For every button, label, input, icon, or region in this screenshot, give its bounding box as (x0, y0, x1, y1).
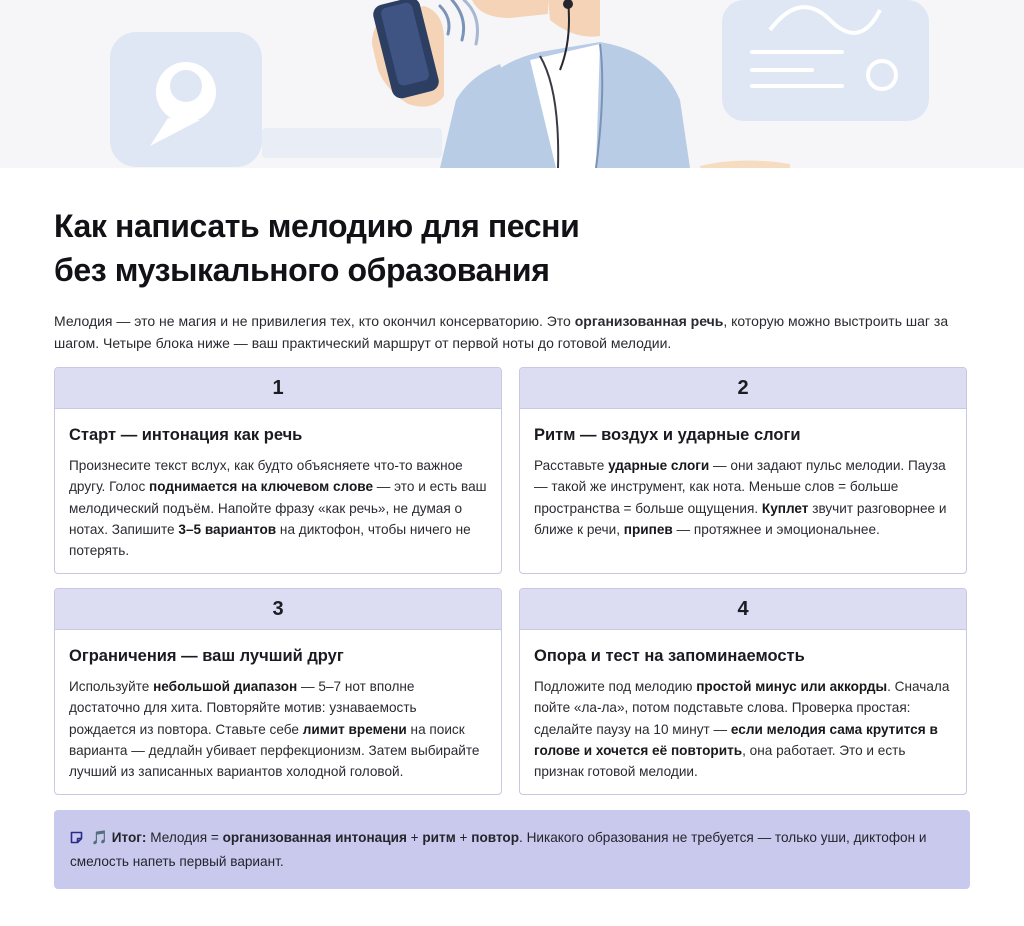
step-card-2 (519, 367, 967, 574)
intro-bold: организованная речь (574, 313, 724, 329)
card-title: Ограничения — ваш лучший друг (69, 647, 344, 665)
intro-paragraph (54, 310, 974, 354)
card-body: Используйте небольшой диапазон — 5–7 нот вполне достаточно для хита. Повторяйте мотив: узнаваемость рождается из повтора. Ставьте себе лимит времени на поиск варианта — дедлайн убивает перфекционизм. Затем выбирайте лучший из записанных вариантов холодной головой. (69, 679, 480, 780)
card-body: Подложите под мелодию простой минус или аккорды. Сначала пойте «ла-ла», потом подставьте слова. Проверка простая: сделайте паузу на 10 минут — если мелодия сама крутится в голове и хочется её повторить, она работает. Это и есть признак готовой мелодии. (534, 679, 950, 780)
step-card-3 (54, 588, 502, 795)
card-number: 3 (55, 589, 501, 630)
music-note-emoji: 🎵 (91, 830, 108, 845)
title-line-1: Как написать мелодию для песни (54, 208, 580, 244)
card-title: Старт — интонация как речь (69, 426, 303, 444)
summary-callout: 🎵 Итог: Мелодия = организованная интонация + ритм + повтор. Никакого образования не требуется — только уши, диктофон и смелость напеть первый вариант. (54, 810, 970, 889)
note-icon (70, 829, 83, 851)
card-body: Произнесите текст вслух, как будто объясняете что-то важное другу. Голос поднимается на ключевом слове — это и есть ваш мелодический подъём. Напойте фразу «как речь», не думая о нотах. Запишите 3–5 вариантов на диктофон, чтобы ничего не потерять. (69, 458, 487, 559)
intro-text-2: , которую можно выстроить шаг за шагом. Четыре блока ниже — ваш практический маршрут от первой ноты до готовой мелодии. (54, 313, 949, 351)
title-line-2: без музыкального образования (54, 252, 550, 288)
step-card-4 (519, 588, 967, 795)
hero-illustration (0, 0, 1024, 168)
hero-image (0, 0, 1024, 168)
card-number: 2 (520, 368, 966, 409)
page-title (54, 204, 954, 292)
card-title: Опора и тест на запоминаемость (534, 647, 805, 665)
card-number: 4 (520, 589, 966, 630)
summary-label: Итог: (111, 830, 147, 845)
intro-text-1: Мелодия — это не магия и не привилегия тех, кто окончил консерваторию. Это (54, 313, 575, 329)
card-number: 1 (55, 368, 501, 409)
card-title: Ритм — воздух и ударные слоги (534, 426, 801, 444)
step-card-1 (54, 367, 502, 574)
card-body: Расставьте ударные слоги — они задают пульс мелодии. Пауза — такой же инструмент, как нота. Меньше слов = больше пространства = больше ощущения. Куплет звучит разговорнее и ближе к речи, припев — протяжнее и эмоциональнее. (534, 458, 947, 537)
